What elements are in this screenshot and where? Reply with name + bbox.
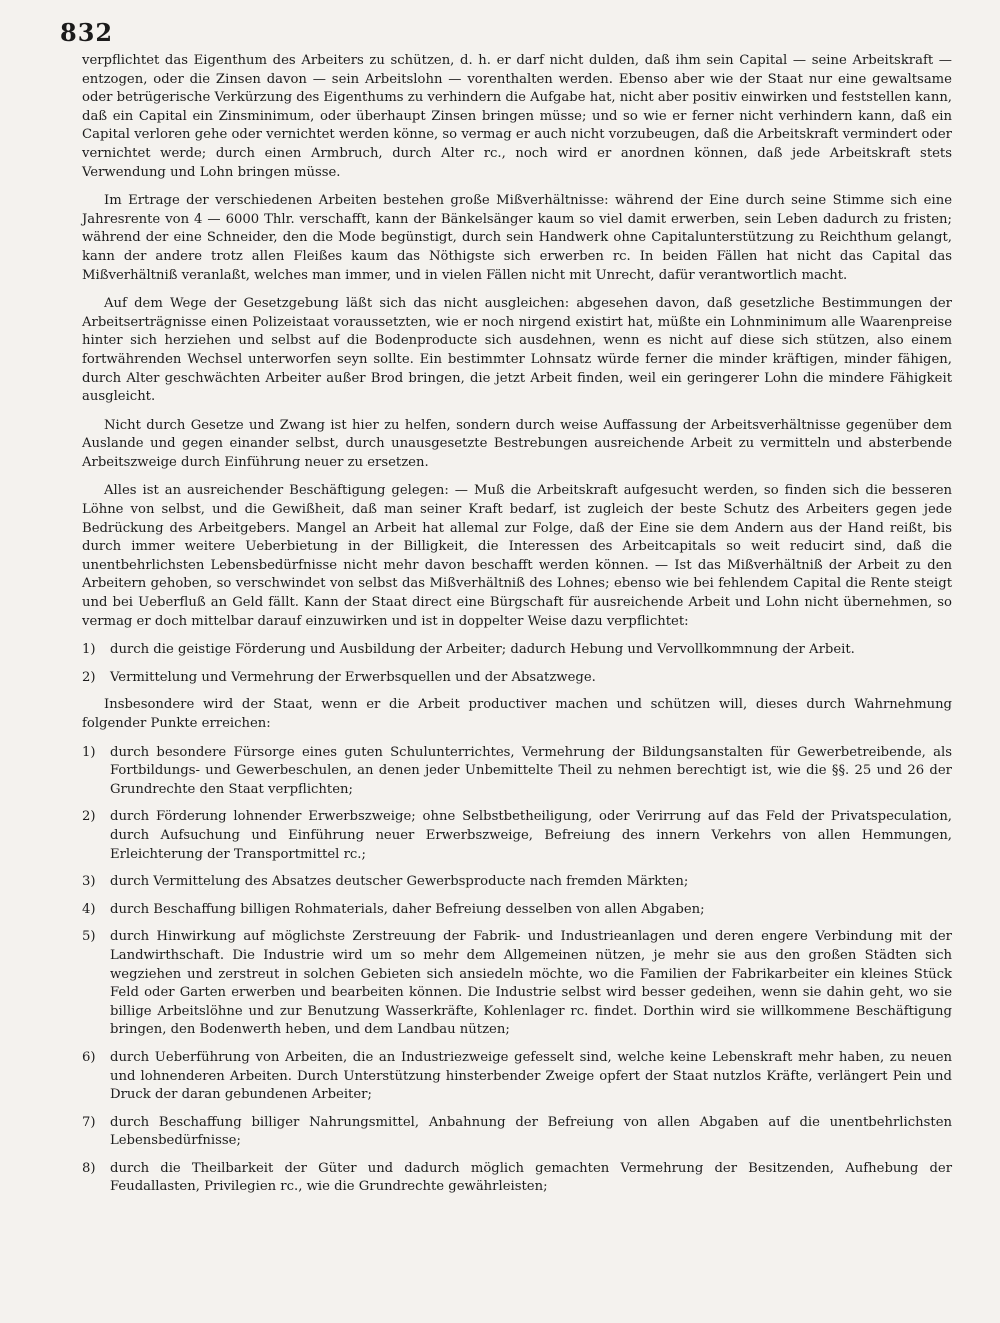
paragraph-2: Im Ertrage der verschiedenen Arbeiten bestehen große Mißverhältnisse: während der Eine durch seine Stimme sich eine Jahresrente von 4 — 6000 Thlr. verschafft, kann der Bänkelsänger kaum so viel damit erwerben, sein Leben dadurch zu fristen; während der eine Schneider, den die Mode begünstigt, durch sein Handwerk ohne Capitalunterstützung zu Reichthum gelangt, kann der andere trotz allen Fleißes kaum das Nöthigste sich erwerben rc. In beiden Fällen hat nicht das Capital das Mißverhältniß veranlaßt, welches man immer, und in vielen Fällen nicht mit Unrecht, dafür verantwortlich macht. bbox=[82, 193, 952, 283]
list-b-item bbox=[82, 928, 952, 1040]
paragraph-intro-b: Insbesondere wird der Staat, wenn er die Arbeit productiver machen und schützen will, dieses durch Wahrnehmung folgender Punkte erreichen: bbox=[82, 697, 952, 731]
list-b-item bbox=[82, 808, 952, 864]
list-a-item-number: 1) bbox=[82, 642, 96, 658]
list-b-item-number: 3) bbox=[82, 874, 96, 890]
list-b-item-text: durch Vermittelung des Absatzes deutscher Gewerbsproducte nach fremden Märkten; bbox=[110, 874, 689, 890]
list-b-item-number: 2) bbox=[82, 809, 96, 825]
list-a-item bbox=[82, 641, 952, 660]
list-b-item bbox=[82, 1114, 952, 1151]
list-b-item-number: 5) bbox=[82, 929, 96, 945]
list-b-item-number: 4) bbox=[82, 901, 96, 917]
list-a-item-text: Vermittelung und Vermehrung der Erwerbsquellen und der Absatzwege. bbox=[110, 669, 596, 685]
list-b-item bbox=[82, 901, 952, 920]
paragraph-5: Alles ist an ausreichender Beschäftigung gelegen: — Muß die Arbeitskraft aufgesucht werden, so finden sich die besseren Löhne von selbst, und die Gewißheit, daß man seiner Kraft bedarf, ist zugleich der beste Schutz des Arbeiters gegen jede Bedrückung des Arbeitgebers. Mangel an Arbeit hat allemal zur Folge, daß der Eine sie dem Andern aus der Hand reißt, bis durch immer weitere Ueberbietung in der Billigkeit, die Interessen des Arbeitcapitals so weit reducirt sind, daß die unentbehrlichsten Lebensbedürfnisse nicht mehr davon beschafft werden können. — Ist das Mißverhältniß der Arbeit zu den Arbeitern gehoben, so verschwindet von selbst das Mißverhältniß des Lohnes; ebenso wie bei fehlendem Capital die Rente steigt und bei Ueberfluß an Geld fällt. Kann der Staat direct eine Bürgschaft für ausreichende Arbeit und Lohn nicht übernehmen, so vermag er doch mittelbar darauf einzuwirken und ist in doppelter Weise dazu verpflichtet: bbox=[82, 483, 952, 629]
list-b-item-text: durch Hinwirkung auf möglichste Zerstreuung der Fabrik- und Industrieanlagen und deren engere Verbindung mit der Landwirthschaft. Die Industrie wird um so mehr dem Allgemeinen nützen, je mehr sie aus den großen Städten sich wegziehen und zerstreut in solchen Gebieten sich ansiedeln möchte, wo die Familien der Fabrikarbeiter ein kleines Stück Feld oder Garten erwerben und bearbeiten können. Die Industrie selbst wird besser gedeihen, wenn sie dahin geht, wo sie billige Arbeitslöhne und zur Benutzung Wasserkräfte, Kohlenlager rc. findet. Dorthin wird sie willkommene Beschäftigung bringen, den Bodenwerth heben, und dem Landbau nützen; bbox=[110, 929, 952, 1038]
list-b-item-text: durch Ueberführung von Arbeiten, die an Industriezweige gefesselt sind, welche keine Lebenskraft mehr haben, zu neuen und lohnenderen Arbeiten. Durch Unterstützung hinsterbender Zweige opfert der Staat nutzlos Kräfte, verlängert Pein und Druck der daran gebundenen Arbeiter; bbox=[110, 1049, 952, 1103]
list-a-item bbox=[82, 669, 952, 688]
list-b-item-text: durch besondere Fürsorge eines guten Schulunterrichtes, Vermehrung der Bildungsanstalten für Gewerbetreibende, als Fortbildungs- und Gewerbeschulen, an denen jeder Unbemittelte Theil zu nehmen berechtigt ist, wie die §§. 25 und 26 der Grundrechte den Staat verpflichten; bbox=[110, 744, 952, 797]
list-b-item bbox=[82, 1160, 952, 1197]
list-b-item-number: 8) bbox=[82, 1160, 96, 1176]
list-b-item-text: durch Förderung lohnender Erwerbszweige; ohne Selbstbetheiligung, oder Verirrung auf das Feld der Privatspeculation, durch Aufsuchung und Einführung neuer Erwerbszweige, Befreiung des innern Verkehrs von allen Hemmungen, Erleichterung der Transportmittel rc.; bbox=[110, 809, 952, 862]
list-b-item-number: 1) bbox=[82, 744, 96, 760]
list-b-item-number: 7) bbox=[82, 1114, 96, 1130]
list-b-item bbox=[82, 744, 952, 800]
list-b-item-number: 6) bbox=[82, 1049, 96, 1065]
list-b-item-text: durch die Theilbarkeit der Güter und dadurch möglich gemachten Vermehrung der Besitzenden, Aufhebung der Feudallasten, Privilegien rc., wie die Grundrechte gewährleisten; bbox=[110, 1160, 952, 1195]
page-number: 832 bbox=[60, 18, 114, 47]
list-b-item-text: durch Beschaffung billigen Rohmaterials, daher Befreiung desselben von allen Abgaben; bbox=[110, 901, 705, 917]
list-a-item-number: 2) bbox=[82, 669, 96, 685]
list-b-item-text: durch Beschaffung billiger Nahrungsmittel, Anbahnung der Befreiung von allen Abgaben auf die unentbehrlichsten Lebensbedürfnisse; bbox=[110, 1114, 952, 1149]
list-b-item bbox=[82, 1049, 952, 1105]
list-b-item bbox=[82, 873, 952, 892]
paragraph-1: verpflichtet das Eigenthum des Arbeiters zu schützen, d. h. er darf nicht dulden, daß ihm sein Capital — seine Arbeitskraft — entzogen, oder die Zinsen davon — sein Arbeitslohn — vorenthalten werden. Ebenso aber wie der Staat nur eine gewaltsame oder betrügerische Verkürzung des Eigenthums zu verhindern die Aufgabe hat, nicht aber positiv einwirken und feststellen kann, daß ein Capital ein Zinsminimum, oder überhaupt Zinsen bringen müsse; und so wie er ferner nicht verhindern kann, daß ein Capital verloren gehe oder vernichtet werden könne, so vermag er auch nicht vorzubeugen, daß die Arbeitskraft vermindert oder vernichtet werde; durch einen Armbruch, durch Alter rc., noch wird er anordnen können, daß jede Arbeitskraft stets Verwendung und Lohn bringen müsse. bbox=[82, 53, 952, 180]
list-a-item-text: durch die geistige Förderung und Ausbildung der Arbeiter; dadurch Hebung und Vervollkommnung der Arbeit. bbox=[110, 642, 855, 658]
paragraph-4: Nicht durch Gesetze und Zwang ist hier zu helfen, sondern durch weise Auffassung der Arbeitsverhältnisse gegenüber dem Auslande und gegen einander selbst, durch unausgesetzte Bestrebungen ausreichende Arbeit zu vermitteln und absterbende Arbeitszweige durch Einführung neuer zu ersetzen. bbox=[82, 417, 952, 470]
paragraph-3: Auf dem Wege der Gesetzgebung läßt sich das nicht ausgleichen: abgesehen davon, daß gesetzliche Bestimmungen der Arbeitserträgnisse einen Polizeistaat voraussetzten, wie er noch nirgend existirt hat, müßte ein Lohnminimum alle Waarenpreise hinter sich herziehen und selbst auf die Bodenproducte sich ausdehnen, wenn es nicht auf diese sich stützen, also einem fortwährenden Wechsel unterworfen seyn sollte. Ein bestimmter Lohnsatz würde ferner die minder kräftigen, minder fähigen, durch Alter geschwächten Arbeiter außer Brod bringen, die jetzt Arbeit finden, weil ein geringerer Lohn die mindere Fähigkeit ausgleicht. bbox=[82, 296, 952, 405]
